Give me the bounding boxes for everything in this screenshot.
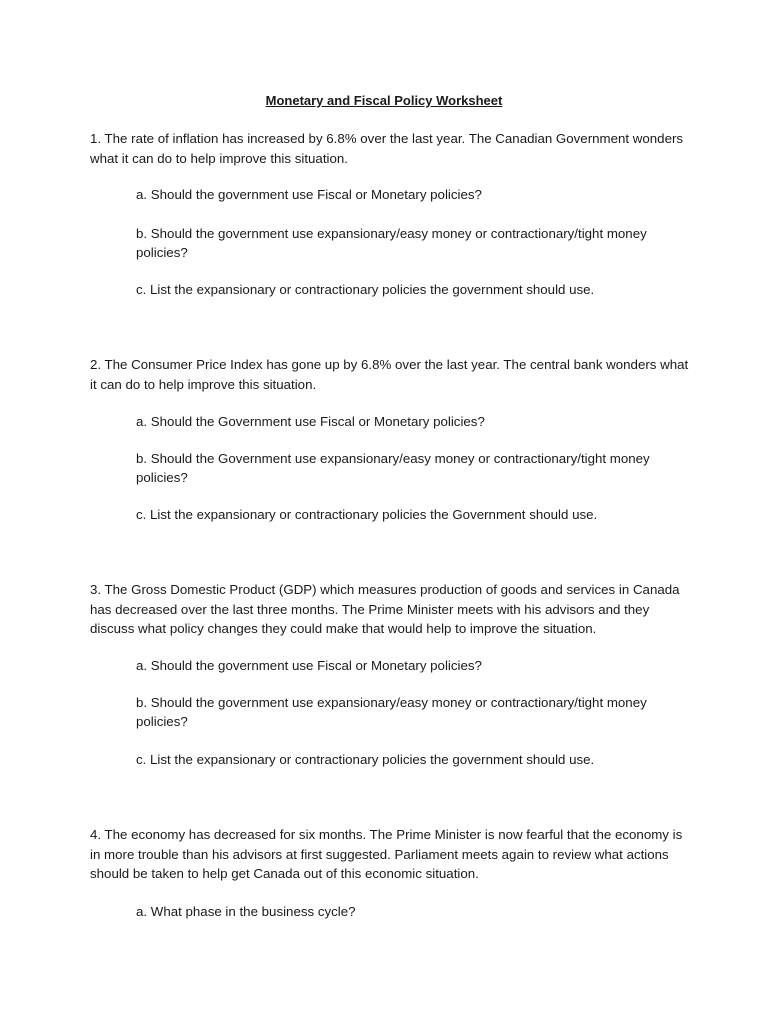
question-2-part-b: b. Should the Government use expansionary/easy money or contractionary/tight money policies? (136, 451, 650, 485)
question-3-part-a: a. Should the government use Fiscal or Monetary policies? (136, 658, 482, 673)
question-3-part-c: c. List the expansionary or contractionary policies the government should use. (136, 752, 595, 767)
question-4: 4. The economy has decreased for six months. The Prime Minister is now fearful that the economy is in more trouble than his advisors at first suggested. Parliament meets again to review what actions should be taken to help get Canada out of this economic situation. (90, 827, 683, 881)
question-3-part-b: b. Should the government use expansionary/easy money or contractionary/tight money policies? (136, 695, 647, 729)
question-3: 3. The Gross Domestic Product (GDP) which measures production of goods and services in Canada has decreased over the last three months. The Prime Minister meets with his advisors and they discuss what policy changes they could make that would help to improve the situation. (90, 582, 680, 636)
question-1-part-c: c. List the expansionary or contractionary policies the government should use. (136, 282, 595, 297)
question-4-part-a: a. What phase in the business cycle? (136, 904, 356, 919)
question-1-part-a: a. Should the government use Fiscal or Monetary policies? (136, 187, 482, 202)
question-2-part-c: c. List the expansionary or contractionary policies the Government should use. (136, 507, 598, 522)
worksheet-title: Monetary and Fiscal Policy Worksheet (265, 93, 503, 108)
question-1: 1. The rate of inflation has increased by 6.8% over the last year. The Canadian Government wonders what it can do to help improve this situation. (90, 131, 684, 166)
question-2-part-a: a. Should the Government use Fiscal or Monetary policies? (136, 414, 485, 429)
question-1-part-b: b. Should the government use expansionary/easy money or contractionary/tight money policies? (136, 226, 647, 260)
question-2: 2. The Consumer Price Index has gone up by 6.8% over the last year. The central bank wonders what it can do to help improve this situation. (90, 357, 689, 392)
